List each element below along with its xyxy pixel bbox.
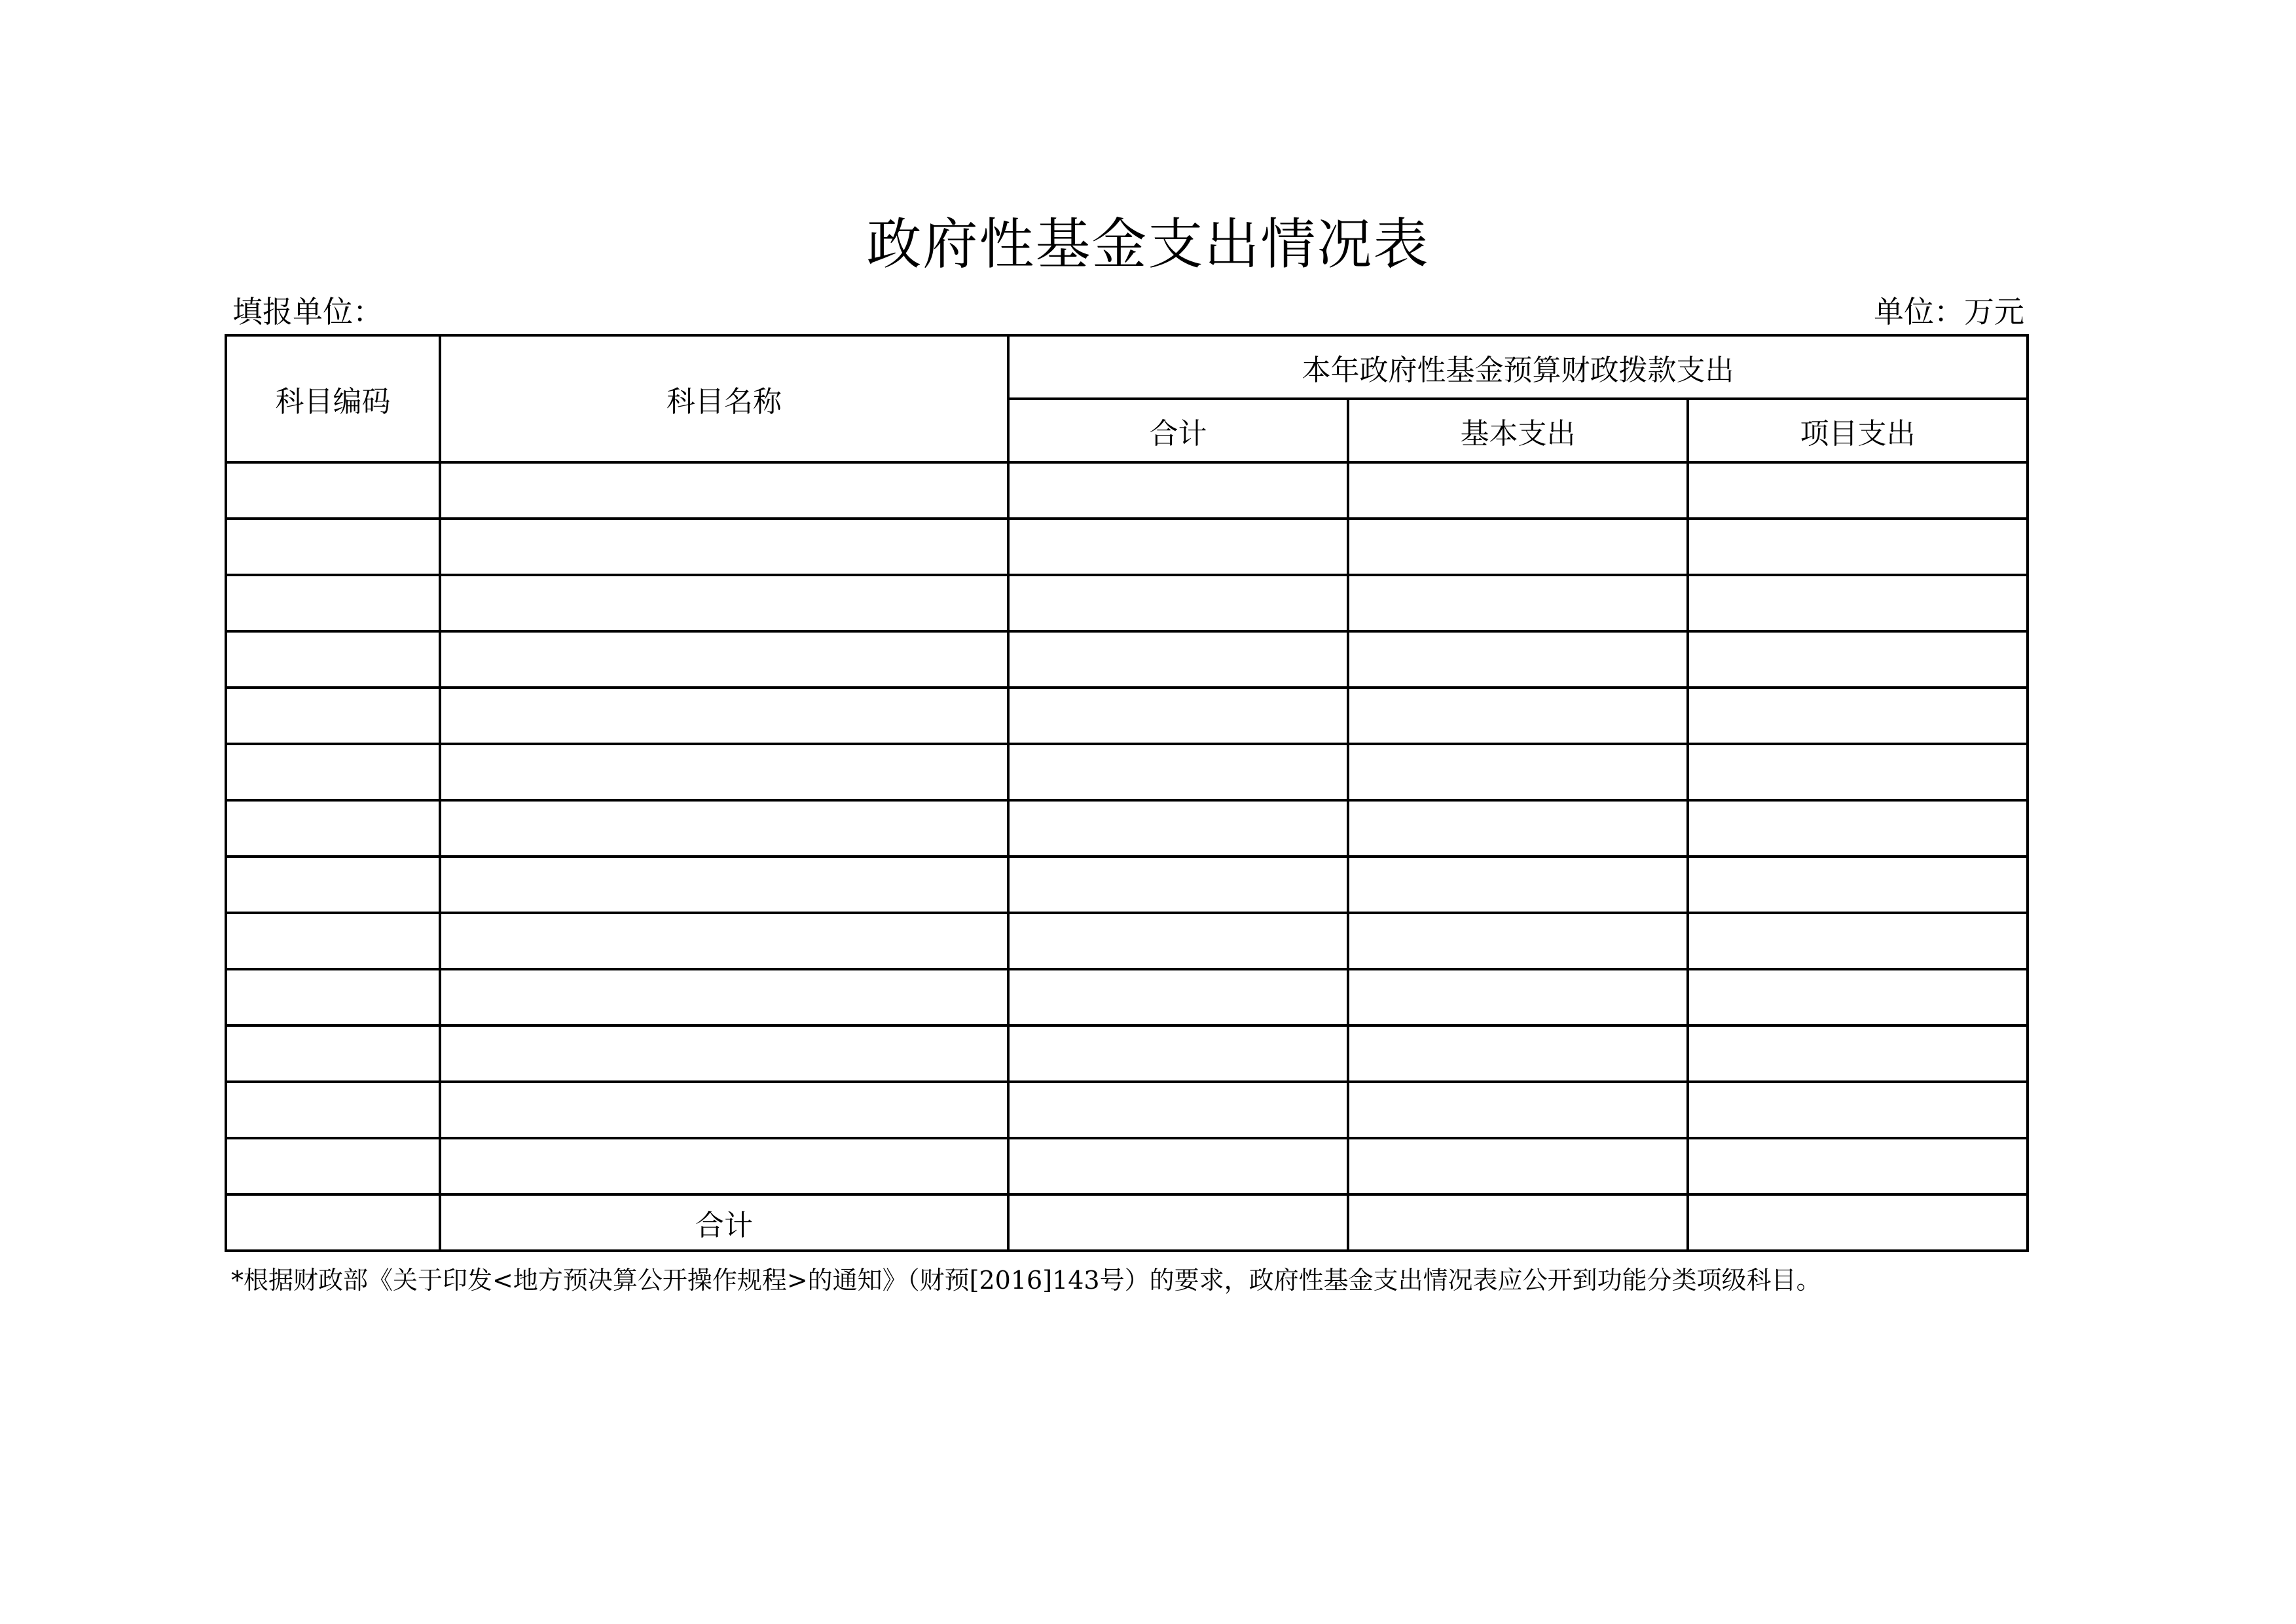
table-row <box>226 1138 2028 1194</box>
total-cell <box>1008 631 1348 688</box>
name-cell <box>440 969 1008 1025</box>
code-cell <box>226 1138 440 1194</box>
footnote: *根据财政部《关于印发<地方预决算公开操作规程>的通知》（财预[2016]143号）的要求，政府性基金支出情况表应公开到功能分类项级科目。 <box>231 1266 1821 1295</box>
header-code: 科目编码 <box>226 335 440 462</box>
table-row <box>226 688 2028 744</box>
project-cell <box>1688 462 2028 519</box>
basic-cell <box>1348 857 1688 913</box>
total-cell <box>1008 800 1348 857</box>
table-row <box>226 462 2028 519</box>
table-row <box>226 913 2028 969</box>
table-row <box>226 969 2028 1025</box>
total-cell <box>1008 969 1348 1025</box>
total-basic-cell <box>1348 1194 1688 1251</box>
name-cell <box>440 744 1008 800</box>
code-cell <box>226 688 440 744</box>
name-cell <box>440 688 1008 744</box>
table-row <box>226 744 2028 800</box>
total-cell <box>1008 688 1348 744</box>
name-cell <box>440 1082 1008 1138</box>
name-cell <box>440 913 1008 969</box>
name-cell <box>440 575 1008 631</box>
total-cell <box>1008 744 1348 800</box>
header-basic: 基本支出 <box>1348 399 1688 462</box>
code-cell <box>226 519 440 575</box>
total-cell <box>1008 1025 1348 1082</box>
header-project: 项目支出 <box>1688 399 2028 462</box>
header-total: 合计 <box>1008 399 1348 462</box>
table-row <box>226 800 2028 857</box>
code-cell <box>226 631 440 688</box>
basic-cell <box>1348 631 1688 688</box>
basic-cell <box>1348 462 1688 519</box>
name-cell <box>440 1025 1008 1082</box>
code-cell <box>226 800 440 857</box>
code-cell <box>226 1082 440 1138</box>
project-cell <box>1688 1025 2028 1082</box>
page-title: 政府性基金支出情况表 <box>866 212 1430 276</box>
project-cell <box>1688 969 2028 1025</box>
basic-cell <box>1348 969 1688 1025</box>
expenditure-table <box>225 334 2029 1252</box>
total-cell <box>1008 857 1348 913</box>
total-sum-cell <box>1008 1194 1348 1251</box>
code-cell <box>226 913 440 969</box>
total-cell <box>1008 575 1348 631</box>
total-cell <box>1008 1138 1348 1194</box>
code-cell <box>226 1025 440 1082</box>
code-cell <box>226 744 440 800</box>
code-cell <box>226 575 440 631</box>
total-cell <box>1008 913 1348 969</box>
project-cell <box>1688 1138 2028 1194</box>
basic-cell <box>1348 688 1688 744</box>
total-cell <box>1008 462 1348 519</box>
basic-cell <box>1348 519 1688 575</box>
total-label-cell: 合计 <box>440 1194 1008 1251</box>
project-cell <box>1688 1082 2028 1138</box>
table-row <box>226 519 2028 575</box>
header-name: 科目名称 <box>440 335 1008 462</box>
name-cell <box>440 800 1008 857</box>
project-cell <box>1688 744 2028 800</box>
project-cell <box>1688 857 2028 913</box>
table-row <box>226 857 2028 913</box>
project-cell <box>1688 575 2028 631</box>
name-cell <box>440 631 1008 688</box>
header-row-1 <box>226 335 2028 399</box>
project-cell <box>1688 913 2028 969</box>
table-row <box>226 575 2028 631</box>
basic-cell <box>1348 913 1688 969</box>
code-cell <box>226 969 440 1025</box>
table-row <box>226 631 2028 688</box>
basic-cell <box>1348 575 1688 631</box>
total-project-cell <box>1688 1194 2028 1251</box>
total-cell <box>1008 1082 1348 1138</box>
unit-label: 单位：万元 <box>1874 294 2024 329</box>
table-row <box>226 1082 2028 1138</box>
total-cell <box>1008 519 1348 575</box>
project-cell <box>1688 519 2028 575</box>
name-cell <box>440 462 1008 519</box>
table-body <box>226 462 2028 1251</box>
code-cell <box>226 857 440 913</box>
basic-cell <box>1348 744 1688 800</box>
basic-cell <box>1348 800 1688 857</box>
reporting-unit-label: 填报单位： <box>232 294 383 329</box>
header-group: 本年政府性基金预算财政拨款支出 <box>1008 335 2028 399</box>
total-code-cell <box>226 1194 440 1251</box>
basic-cell <box>1348 1025 1688 1082</box>
basic-cell <box>1348 1138 1688 1194</box>
project-cell <box>1688 688 2028 744</box>
name-cell <box>440 857 1008 913</box>
total-row <box>226 1194 2028 1251</box>
code-cell <box>226 462 440 519</box>
project-cell <box>1688 631 2028 688</box>
table-row <box>226 1025 2028 1082</box>
name-cell <box>440 519 1008 575</box>
name-cell <box>440 1138 1008 1194</box>
basic-cell <box>1348 1082 1688 1138</box>
project-cell <box>1688 800 2028 857</box>
